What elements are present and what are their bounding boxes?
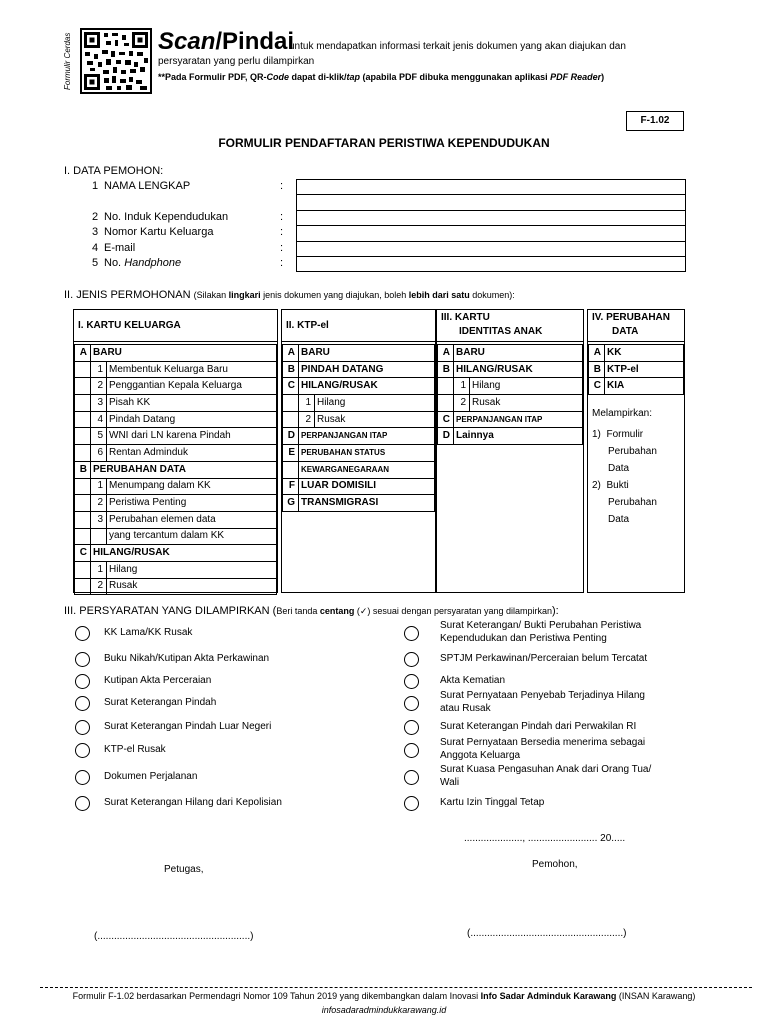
row-label: TRANSMIGRASI [299,495,435,512]
ktp-table [282,344,435,512]
handphone-input[interactable] [297,257,685,272]
row-label: Hilang [315,395,435,412]
requirement-label [440,720,636,733]
qr-pattern [82,30,150,92]
requirement-label-line: Surat Pernyataan Penyebab Terjadinya Hilang [440,690,645,701]
requirement-label-line: SPTJM Perkawinan/Perceraian belum Tercatat [440,653,648,664]
row-letter [283,461,299,478]
row-label: PINDAH DATANG [299,361,435,378]
field-colon: : [280,257,284,269]
field-label-kk: Nomor Kartu Keluarga [104,226,214,238]
note-part: jenis dokumen yang diajukan, boleh [260,290,409,300]
row-letter: C [283,378,299,395]
table-row[interactable] [75,528,277,545]
perubahan-heading-line1: IV. PERUBAHAN [592,312,670,323]
table-row[interactable] [283,345,435,362]
table-row[interactable] [283,378,435,395]
footer-divider [40,987,752,988]
footer-legal-note [0,991,768,1001]
row-letter: B [438,361,454,378]
row-letter: B [75,461,91,478]
section3-heading: III. PERSYARATAN YANG DILAMPIRKAN ( [64,605,277,617]
table-row[interactable] [438,345,583,362]
requirement-label: KTP-el Rusak [104,744,166,755]
nama-input-line1[interactable] [297,180,685,195]
row-letter: C [75,545,91,562]
field-num: 5 [92,257,99,269]
kk-heading: I. KARTU KELUARGA [74,310,277,342]
row-label: HILANG/RUSAK [299,378,435,395]
row-label: Lainnya [454,428,583,445]
requirement-label: KK Lama/KK Rusak [104,627,193,638]
row-letter: F [283,478,299,495]
row-number: 2 [91,495,107,512]
row-number: 1 [454,378,470,395]
field-label-handphone [104,257,181,269]
requirement-label [440,689,645,715]
perubahan-column [587,309,685,593]
requirement-checkbox[interactable] [404,720,419,735]
attach-item-1 [592,426,657,528]
table-row[interactable] [75,578,277,595]
table-row[interactable] [589,345,684,362]
kia-heading [437,310,583,342]
row-label: KTP-el [605,361,684,378]
requirement-label: Dokumen Perjalanan [104,771,198,782]
row-label: Hilang [107,561,277,578]
form-title: FORMULIR PENDAFTARAN PERISTIWA KEPENDUDUKAN [218,136,550,150]
row-number: 1 [91,361,107,378]
petugas-label: Petugas, [164,864,204,875]
table-row[interactable] [589,378,684,395]
requirement-label-line: Surat Kuasa Pengasuhan Anak dari Orang Tua/ [440,764,652,775]
field-colon: : [280,180,284,192]
scan-word: Scan [158,28,216,55]
attach-line: Perubahan [608,497,657,508]
requirement-label-line: Kartu Izin Tinggal Tetap [440,797,545,808]
requirement-label-line: Akta Kematian [440,675,506,686]
kia-table [437,344,583,445]
row-letter: E [283,445,299,462]
kia-heading-line1: III. KARTU [441,312,490,323]
row-label: Rentan Adminduk [107,445,277,462]
kk-table [74,344,277,595]
requirement-label-line: Surat Keterangan/ Bukti Perubahan Peristiwa [440,620,642,631]
row-number: 5 [91,428,107,445]
field-colon: : [280,211,284,223]
footer-part: Info Sadar Adminduk Karawang [480,991,617,1001]
row-letter [75,511,91,528]
table-row[interactable] [75,361,277,378]
ktp-heading: II. KTP-el [282,310,435,342]
row-label: LUAR DOMISILI [299,478,435,495]
row-letter [75,428,91,445]
row-label: Pindah Datang [107,411,277,428]
qr-code-icon[interactable] [80,28,152,94]
requirement-checkbox[interactable] [404,626,419,641]
row-label: Perubahan elemen data [107,511,277,528]
row-label: Penggantian Kepala Keluarga [107,378,277,395]
row-letter: D [438,428,454,445]
perubahan-table [588,344,684,395]
requirement-label [440,736,645,762]
row-label: Rusak [470,395,583,412]
note-part: dapat di-klik/ [289,72,347,82]
row-label: PERUBAHAN STATUS [299,445,435,462]
requirement-checkbox[interactable] [75,626,90,641]
field-num: 2 [92,211,99,223]
row-label: yang tercantum dalam KK [107,528,277,545]
row-number: 3 [91,395,107,412]
table-row[interactable] [438,395,583,412]
footer-part: Formulir F-1.02 berdasarkan Permendagri Nomor 109 Tahun 2019 yang dikembangkan dalam Inovasi [72,991,481,1001]
requirement-label-line: Surat Keterangan Pindah dari Perwakilan RI [440,721,637,732]
row-letter [75,578,91,595]
row-letter [283,395,299,412]
row-letter: A [75,345,91,362]
requirement-label: Surat Keterangan Pindah Luar Negeri [104,721,272,732]
row-number [91,528,107,545]
row-label: Hilang [470,378,583,395]
kia-column [436,309,584,593]
table-row[interactable] [283,495,435,512]
row-label: Membentuk Keluarga Baru [107,361,277,378]
label-part: No. [104,257,125,269]
perubahan-heading [588,310,684,342]
field-label-nama: NAMA LENGKAP [104,180,191,192]
row-letter [438,395,454,412]
row-letter: A [283,345,299,362]
section2-heading: II. JENIS PERMOHONAN [64,289,191,301]
row-letter: G [283,495,299,512]
requirement-label-line: Wali [440,777,460,788]
kia-heading-line2: IDENTITAS ANAK [459,326,543,337]
requirement-label: Surat Keterangan Hilang dari Kepolisian [104,797,282,808]
requirement-label [440,763,651,789]
footer-website-link[interactable]: infosadaradmindukkarawang.id [321,1005,447,1015]
nik-input[interactable] [297,211,685,226]
row-letter [75,361,91,378]
requirement-label-line: Anggota Keluarga [440,750,521,761]
row-label: PERPANJANGAN ITAP [454,411,583,428]
row-label: Rusak [315,411,435,428]
table-row[interactable] [75,378,277,395]
field-label-nik: No. Induk Kependudukan [104,211,229,223]
requirement-label: Buku Nikah/Kutipan Akta Perkawinan [104,653,270,664]
note-part: lingkari [228,290,261,300]
row-letter [75,561,91,578]
row-letter [75,395,91,412]
table-row[interactable] [75,495,277,512]
petugas-signature-line[interactable]: (.......................................................) [94,931,254,942]
perubahan-heading-line2: DATA [612,326,639,337]
requirement-label [440,674,505,687]
ktp-column [281,309,436,593]
row-letter [283,411,299,428]
row-letter: C [589,378,605,395]
form-code-box: F-1.02 [626,111,684,131]
row-letter [438,378,454,395]
row-letter: D [283,428,299,445]
table-row[interactable] [75,511,277,528]
row-label: Menumpang dalam KK [107,478,277,495]
kk-number-input[interactable] [297,226,685,241]
row-label: PERPANJANGAN ITAP [299,428,435,445]
table-row[interactable] [438,411,583,428]
requirement-checkbox[interactable] [404,674,419,689]
row-letter [75,528,91,545]
table-row[interactable] [283,411,435,428]
note-part: (Silakan [193,290,229,300]
row-letter [75,478,91,495]
note-part: (apabila PDF dibuka menggunakan aplikasi [360,72,551,82]
note-part: dokumen): [469,290,515,300]
row-letter: A [589,345,605,362]
note-part: centang [319,606,355,616]
row-number: 2 [91,578,107,595]
row-number: 1 [299,395,315,412]
date-line[interactable]: ....................., ......................... 20..... [464,833,626,844]
row-label: WNI dari LN karena Pindah [107,428,277,445]
row-number: 2 [454,395,470,412]
field-num: 3 [92,226,99,238]
section2-title [64,289,515,301]
table-row[interactable] [75,395,277,412]
table-row[interactable] [75,411,277,428]
requirement-checkbox[interactable] [404,743,419,758]
row-number: 1 [91,561,107,578]
row-letter: A [438,345,454,362]
table-row[interactable] [75,428,277,445]
table-row[interactable] [283,445,435,462]
note-part: ): [552,605,559,617]
requirement-checkbox[interactable] [75,770,90,785]
field-label-email: E-mail [104,242,136,254]
table-row[interactable] [75,545,277,562]
attach-line: Data [608,463,630,474]
attach-line: Formulir [606,429,644,440]
pindai-word: /Pindai [215,28,295,55]
requirement-checkbox[interactable] [404,696,419,711]
row-label: KK [605,345,684,362]
kk-column [73,309,278,593]
table-row[interactable] [589,361,684,378]
table-row[interactable] [75,478,277,495]
row-label: Rusak [107,578,277,595]
section3-title [64,605,559,617]
requirement-label-line: Surat Pernyataan Bersedia menerima sebagai [440,737,646,748]
attach-title: Melampirkan: [592,408,653,419]
requirement-label [440,652,647,665]
requirement-checkbox[interactable] [75,720,90,735]
requirement-checkbox[interactable] [75,696,90,711]
label-part: Handphone [124,257,182,269]
footer-part: (INSAN Karawang) [616,991,696,1001]
row-number: 6 [91,445,107,462]
requirement-label-line: Kependudukan dan Peristiwa Penting [440,633,607,644]
row-label: BARU [454,345,583,362]
row-letter [75,495,91,512]
row-label: BARU [91,345,277,362]
requirement-label [440,796,544,809]
attach-line: Perubahan [608,446,657,457]
note-part: (✓) sesuai dengan persyaratan yang dilampirkan [354,606,553,616]
requirement-label [440,619,641,645]
row-number: 2 [91,378,107,395]
table-row[interactable] [283,478,435,495]
field-colon: : [280,242,284,254]
row-label: KEWARGANEGARAAN [299,461,435,478]
scan-description-line1: untuk mendapatkan informasi terkait jenis dokumen yang akan diajukan dan [289,41,626,52]
table-row[interactable] [438,361,583,378]
applicant-data-box [296,179,686,272]
pemohon-signature-line[interactable]: (.......................................................) [467,928,627,939]
field-num: 1 [92,180,99,192]
row-number: 2 [299,411,315,428]
field-num: 4 [92,242,99,254]
section1-title: I. DATA PEMOHON: [64,165,164,177]
pdf-note [158,72,604,82]
requirement-checkbox[interactable] [75,674,90,689]
row-letter [75,411,91,428]
table-row[interactable] [75,461,277,478]
table-row[interactable] [283,361,435,378]
requirement-label: Kutipan Akta Perceraian [104,675,212,686]
table-row[interactable] [75,445,277,462]
attach-line: Bukti [606,480,629,491]
row-label: Pisah KK [107,395,277,412]
note-part: PDF Reader [550,72,602,82]
note-part: **Pada Formulir PDF, QR- [158,72,267,82]
note-part: ) [601,72,605,82]
table-row[interactable] [283,461,435,478]
requirement-checkbox[interactable] [404,796,419,811]
row-letter: B [589,361,605,378]
row-label: BARU [299,345,435,362]
row-letter [75,378,91,395]
requirement-checkbox[interactable] [75,796,90,811]
requirement-label: Surat Keterangan Pindah [104,697,217,708]
requirement-checkbox[interactable] [404,652,419,667]
note-part: tap [346,72,361,82]
row-label: HILANG/RUSAK [91,545,277,562]
scan-description-line2: persyaratan yang perlu dilampirkan [158,56,315,67]
row-number: 4 [91,411,107,428]
table-row[interactable] [438,428,583,445]
requirement-label-line: atau Rusak [440,703,491,714]
attach-num: 2) [592,480,601,491]
table-row[interactable] [75,345,277,362]
table-row[interactable] [283,428,435,445]
row-letter [75,445,91,462]
table-row[interactable] [438,378,583,395]
note-part: lebih dari satu [408,290,470,300]
requirement-checkbox[interactable] [404,770,419,785]
row-label: KIA [605,378,684,395]
table-row[interactable] [75,561,277,578]
requirement-checkbox[interactable] [75,652,90,667]
row-number: 1 [91,478,107,495]
scan-pindai-title [158,28,294,56]
email-input[interactable] [297,242,685,257]
row-label: HILANG/RUSAK [454,361,583,378]
requirement-checkbox[interactable] [75,743,90,758]
row-letter: C [438,411,454,428]
note-part: Code [266,72,290,82]
pemohon-label: Pemohon, [532,859,578,870]
row-label: Peristiwa Penting [107,495,277,512]
row-letter: B [283,361,299,378]
qr-side-label: Formulir Cerdas [63,32,72,90]
row-label: PERUBAHAN DATA [91,461,277,478]
row-number: 3 [91,511,107,528]
attach-line: Data [608,514,630,525]
table-row[interactable] [283,395,435,412]
attach-num: 1) [592,429,601,440]
field-colon: : [280,226,284,238]
note-part: Beri tanda [276,606,320,616]
nama-input-line2[interactable] [297,195,685,210]
